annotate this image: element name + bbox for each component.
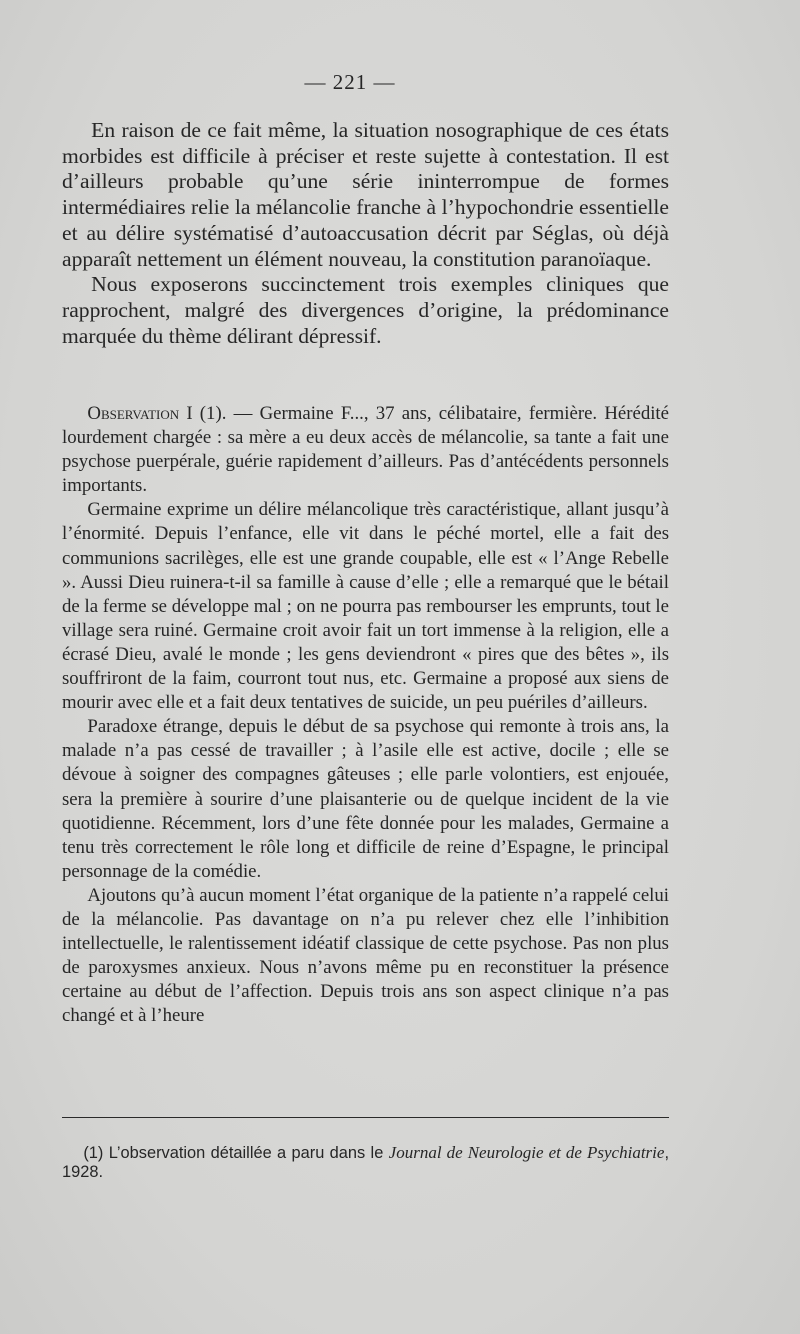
observation-paragraph bbox=[62, 402, 669, 498]
main-text-block bbox=[62, 118, 669, 349]
observation-intro: — Germaine F..., 37 ans, célibataire, fermière. Hérédité lourdement chargée : sa mère a eu deux accès de mélancolie, sa tante a fait une psychose puerpérale, guérie rapidement d’ailleurs. Pas d’antécédents personnels importants. bbox=[62, 403, 669, 497]
footnote-rule bbox=[62, 1117, 669, 1118]
paragraph: Ajoutons qu’à aucun moment l’état organique de la patiente n’a rappelé celui de la mélancolie. Pas davantage on n’a pu relever chez elle l’inhibition intellectuelle, le ralentissement idéatif classique de cette psychose. Pas non plus de paroxysmes anxieux. Nous n’avons même pu en reconstituer la présence certaine au début de l’affection. Depuis trois ans son aspect clinique n’a pas changé et à l’heure bbox=[62, 884, 669, 1027]
footnote-prefix: (1) L’observation détaillée a paru dans le bbox=[83, 1144, 389, 1162]
observation-block bbox=[62, 402, 669, 1028]
paragraph: Germaine exprime un délire mélancolique très caractéristique, allant jusqu’à l’énormité. Depuis l’enfance, elle vit dans le péché mortel, elle a fait des communions sacrilèges, elle est une grande coupable, elle est « l’Ange Rebelle ». Aussi Dieu ruinera-t-il sa famille à cause d’elle ; elle a remarqué que le bétail de la ferme se développe mal ; on ne pourra pas rembourser les emprunts, tout le village sera ruiné. Germaine croit avoir fait un tort immense à la religion, elle a écrasé Dieu, avalé le monde ; les gens deviendront « pires que des bêtes », ils souffriront de la faim, courront tout nus, etc. Germaine a proposé aux siens de mourir avec elle et a fait deux tentatives de suicide, un peu puériles d’ailleurs. bbox=[62, 499, 669, 714]
paragraph: En raison de ce fait même, la situation nosographique de ces états morbides est difficile à préciser et reste sujette à contestation. Il est d’ailleurs probable qu’une série ininterrompue de formes intermédiaires relie la mélancolie franche à l’hypochondrie essentielle et au délire systématisé d’autoaccusation décrit par Séglas, où déjà apparaît nettement un élément nouveau, la constitution paranoïaque. bbox=[62, 118, 669, 271]
paragraph: Paradoxe étrange, depuis le début de sa psychose qui remonte à trois ans, la malade n’a pas cessé de travailler ; à l’asile elle est active, docile ; elle se dévoue à soigner des compagnes gâteuses ; elle parle volontiers, est enjouée, sera la première à sourire d’une plaisanterie ou de quelque incident de la vie quotidienne. Récemment, lors d’une fête donnée pour les malades, Germaine a tenu très correctement le rôle long et difficile de reine d’Espagne, le principal personnage de la comédie. bbox=[62, 716, 669, 882]
page-number: — 221 — bbox=[304, 70, 396, 94]
footnote-suffix: , 1928. bbox=[62, 1144, 669, 1181]
footnote-text bbox=[62, 1143, 669, 1182]
journal-title: Journal de Neurologie et de Psychiatrie bbox=[388, 1143, 665, 1162]
observation-heading: Observation I (1). bbox=[87, 403, 227, 424]
footnote bbox=[62, 1143, 669, 1182]
paragraph: Nous exposerons succinctement trois exemples cliniques que rapprochent, malgré des divergences d’origine, la prédominance marquée du thème délirant dépressif. bbox=[62, 272, 669, 348]
